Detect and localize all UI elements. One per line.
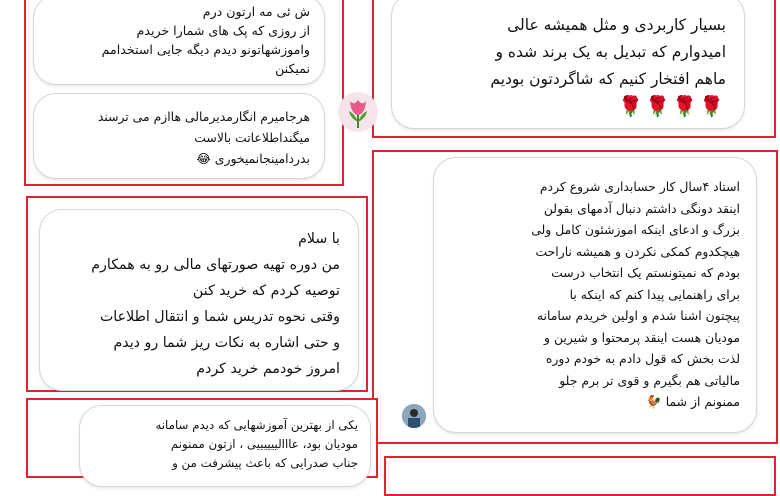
message-text: ش ئی مه ارتون درم از روزی که پک های شمارا خریدم واموزشهاتونو دیدم دیگه جایی استخدامم نمیکنن (101, 4, 310, 76)
message-bubble-4 (40, 210, 358, 390)
message-bubble-5 (434, 158, 756, 432)
tulip-avatar (338, 92, 378, 132)
message-text: با سلام من دوره تهیه صورتهای مالی رو به همکارم توصیه کردم که خرید کنن وقتی نحوه تدریس شما و انتقال اطلاعات و حتی اشاره به نکات ریز شما رو دیدم امروز خودمم خرید کردم (91, 231, 340, 377)
testimonial-frame-middle-right (372, 150, 778, 444)
message-bubble-2 (34, 94, 324, 178)
message-text: یکی از بهترین آموزشهایی که دیدم سامانه مودیان بود، عااالییییییی ، ازتون ممنونم جناب صدرایی که باعث پیشرفت من و (155, 418, 358, 470)
message-bubble-6 (80, 406, 370, 486)
message-text: استاد ۴سال کار حسابداری شروع کردم اینقد دونگی داشتم دنبال آدمهای بقولن بزرگ و ادعای اینکه اموزشئون کامل ولی هیچکدوم کمکی نکردن و همیشه ناراحت بودم که نمیتونستم یک انتخاب درست برای راهنمایی پیدا کنم که اینکه با پیچتون اشنا شدم و اولین خریدم سامانه مودیان هست اینقد پرمحتوا و شیرین و لذت بخش که قول دادم به خودم دوره مالیاتی هم بگیرم و قوی تر برم جلو ممنونم از شما 🐓 (531, 179, 740, 409)
testimonial-frame-middle-left (26, 196, 368, 392)
roses-emoji: 🌹🌹🌹🌹 (618, 94, 726, 118)
testimonial-frame-top-left (24, 0, 344, 186)
testimonial-frame-bottom-right (384, 456, 776, 496)
message-bubble-1 (34, 0, 324, 84)
testimonial-frame-bottom-left (26, 398, 378, 478)
tulip-icon (338, 92, 378, 132)
message-text: هرجامیرم انگارمدیرمالی هاازم می ترسند میگنداطلاعاتت بالاست بدردامینجانمیخوری 😂 (97, 109, 310, 166)
message-text: بسیار کاربردی و مثل همیشه عالی امیدوارم که تبدیل به یک برند شده و ماهم افتخار کنیم که شاگردتون بودیم (490, 16, 726, 88)
user-avatar (402, 404, 426, 428)
message-bubble-3 (392, 0, 744, 128)
person-photo-icon (402, 404, 426, 428)
testimonial-frame-top-right (372, 0, 776, 138)
